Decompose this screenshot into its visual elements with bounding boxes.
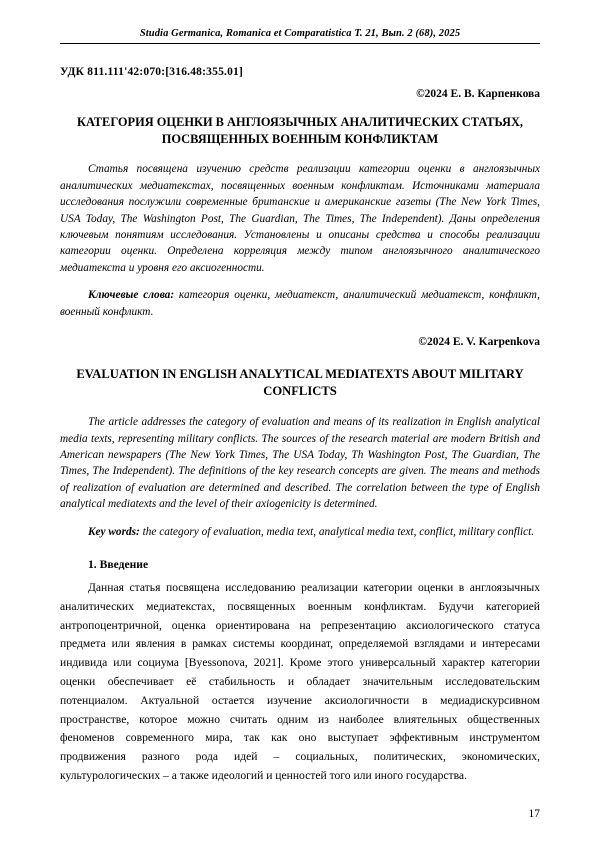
copyright-ru: ©2024 Е. В. Карпенкова: [416, 88, 540, 100]
running-head: Studia Germanica, Romanica et Comparatistica T. 21, Вып. 2 (68), 2025: [139, 28, 461, 39]
udc-code: УДК 811.111'42:070:[316.48:355.01]: [60, 66, 244, 78]
copyright-en: ©2024 E. V. Karpenkova: [418, 336, 540, 349]
header-divider: [60, 43, 540, 44]
page-number: 17: [528, 808, 540, 820]
keywords-en: [60, 524, 540, 540]
section-heading-introduction: 1. Введение: [88, 558, 149, 572]
keywords-en-text: the category of evaluation, media text, analytical media text, conflict, military conflict.: [139, 525, 535, 538]
keywords-ru-label: Ключевые слова:: [88, 289, 175, 302]
keywords-en-label: Key words:: [88, 525, 140, 538]
body-paragraph-1: Данная статья посвящена исследованию реализации категории оценки в англоязычных аналитических медиатекстах, посвященных военным конфликтам. Будучи категорией антропоцентричной, оценка ориентирована на репрезентацию аксиологического статуса предмета или явления в рамках системы координат, определяемой взглядами и интересами индивида или социума [Byessonova, 2021]. Кроме этого универсальный характер категории оценки обеспечивает её стабильность и обладает значительным исследовательским потенциалом. Актуальной остается изучение аксиологичности в медиадискурсивном пространстве, которое можно считать одним из наиболее влиятельных общественных феноменов современного мира, так как оно выступает эффективным инструментом продвижения разного рода идей – социальных, политических, экономических, культурологических – а также идеологий и ценностей того или иного государства.: [60, 581, 540, 782]
keywords-ru-text: категория оценки, медиатекст, аналитический медиатекст, конфликт, военный конфликт.: [60, 289, 540, 318]
keywords-ru: [60, 287, 540, 320]
article-title-ru: КАТЕГОРИЯ ОЦЕНКИ В АНГЛОЯЗЫЧНЫХ АНАЛИТИЧЕСКИХ СТАТЬЯХ, ПОСВЯЩЕННЫХ ВОЕННЫМ КОНФЛИКТАМ: [76, 115, 524, 146]
article-title-en: EVALUATION IN ENGLISH ANALYTICAL MEDIATEXTS ABOUT MILITARY CONFLICTS: [76, 367, 524, 399]
abstract-ru: Статья посвящена изучению средств реализации категории оценки в англоязычных аналитических медиатекстах, посвященных военным конфликтам. Источниками материала исследования послужили современные британские и американские газеты (The New York Times, USA Today, The Washington Post, The Guardian, The Times, The Independent). Даны определения ключевым понятиям исследования. Установлены и описаны средства и способы реализации категории оценки. Определена корреляция между типом англоязычного аналитического медиатекста и уровня его аксиогенности.: [60, 163, 540, 274]
abstract-en: The article addresses the category of evaluation and means of its realization in English analytical media texts, representing military conflicts. The sources of the research material are modern British and American newspapers (The New York Times, The USA Today, Th Washington Post, The Guardian, The Times, The Independent). The definitions of the key research concepts are given. The means and methods of realization of evaluation are determined and described. The correlation between the type of English analytical mediatexts and the level of their axiogenicity is determined.: [60, 416, 540, 511]
